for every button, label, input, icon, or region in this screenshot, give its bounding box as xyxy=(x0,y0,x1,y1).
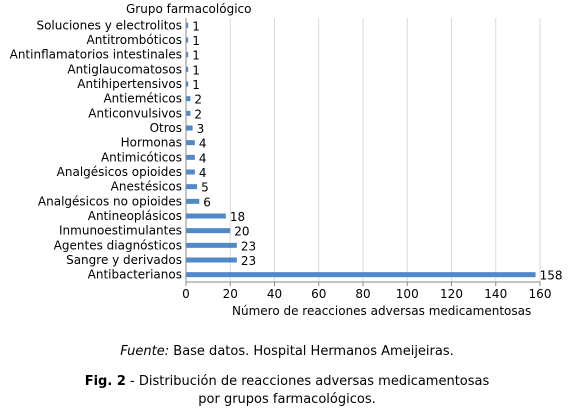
bar xyxy=(186,155,195,160)
bar xyxy=(186,126,193,131)
data-label: 1 xyxy=(192,34,200,48)
data-label: 1 xyxy=(192,63,200,78)
category-label: Soluciones y electrolitos xyxy=(36,18,182,33)
category-label: Sangre y derivados xyxy=(66,253,182,267)
data-label: 23 xyxy=(240,254,257,268)
chart-title: Grupo farmacológico xyxy=(126,2,252,16)
data-label: 4 xyxy=(198,166,207,180)
gridlines xyxy=(230,18,540,282)
data-label: 4 xyxy=(198,151,207,166)
category-label: Anestésicos xyxy=(110,179,182,194)
x-tick-labels xyxy=(182,287,551,301)
category-label: Antihipertensivos xyxy=(77,77,182,91)
data-label: 1 xyxy=(192,78,200,92)
category-labels xyxy=(10,18,182,281)
bars xyxy=(186,23,536,277)
bar xyxy=(186,258,237,263)
bar xyxy=(186,272,536,277)
data-label: 1 xyxy=(192,48,200,63)
x-tick-label: 140 xyxy=(484,287,508,301)
x-tick-label: 120 xyxy=(440,287,463,301)
data-label: 2 xyxy=(194,92,203,107)
category-label: Antitrombóticos xyxy=(86,33,182,47)
caption-line-1 xyxy=(0,373,574,391)
category-label: Analgésicos no opioides xyxy=(37,194,182,209)
figure-caption xyxy=(0,373,574,409)
category-label: Analgésicos opioides xyxy=(56,165,182,179)
category-label: Antibacterianos xyxy=(87,267,182,282)
data-label: 2 xyxy=(194,107,203,122)
data-label: 5 xyxy=(201,180,209,195)
bar xyxy=(186,228,230,233)
bar xyxy=(186,140,195,145)
x-tick-label: 80 xyxy=(355,287,371,301)
category-label: Antinflamatorios intestinales xyxy=(9,47,182,62)
category-label: Hormonas xyxy=(120,135,182,150)
x-axis-label: Número de reacciones adversas medicamentosas xyxy=(232,304,532,318)
bar xyxy=(186,96,190,101)
category-label: Antineoplásicos xyxy=(87,209,182,223)
category-label: Antimicóticos xyxy=(100,150,182,165)
caption-line-2: por grupos farmacológicos. xyxy=(198,392,376,407)
x-tick-label: 160 xyxy=(528,287,552,301)
category-label: Agentes diagnósticos xyxy=(53,238,182,253)
x-tick-label: 60 xyxy=(311,287,327,301)
x-tick-label: 20 xyxy=(222,287,238,301)
x-tick-label: 100 xyxy=(395,287,419,301)
data-label: 20 xyxy=(234,224,250,239)
x-tick-label: 0 xyxy=(182,287,190,301)
data-label: 3 xyxy=(196,122,205,136)
data-label: 18 xyxy=(229,210,246,224)
caption-text-1: - Distribución de reacciones adversas medicamentosas xyxy=(125,374,490,389)
data-label: 1 xyxy=(192,19,200,34)
data-label: 23 xyxy=(240,239,257,254)
category-label: Antieméticos xyxy=(103,91,182,106)
data-label: 4 xyxy=(198,136,207,151)
category-label: Antiglaucomatosos xyxy=(67,62,182,77)
source-text: Base datos. Hospital Hermanos Ameijeiras. xyxy=(169,344,454,359)
category-label: Otros xyxy=(149,121,182,135)
bar xyxy=(186,170,195,175)
data-label: 6 xyxy=(203,195,211,210)
bar xyxy=(186,111,190,116)
data-labels xyxy=(192,19,562,282)
bar xyxy=(186,214,226,219)
bar xyxy=(186,184,197,189)
data-label: 158 xyxy=(539,268,563,283)
source-label: Fuente: xyxy=(120,344,170,359)
x-tick-label: 40 xyxy=(266,287,283,301)
source-note xyxy=(0,344,574,359)
category-label: Inmunoestimulantes xyxy=(59,223,182,238)
bar xyxy=(186,199,199,204)
category-label: Anticonvulsivos xyxy=(88,106,182,121)
caption-label: Fig. 2 xyxy=(84,374,126,389)
bar xyxy=(186,243,237,248)
